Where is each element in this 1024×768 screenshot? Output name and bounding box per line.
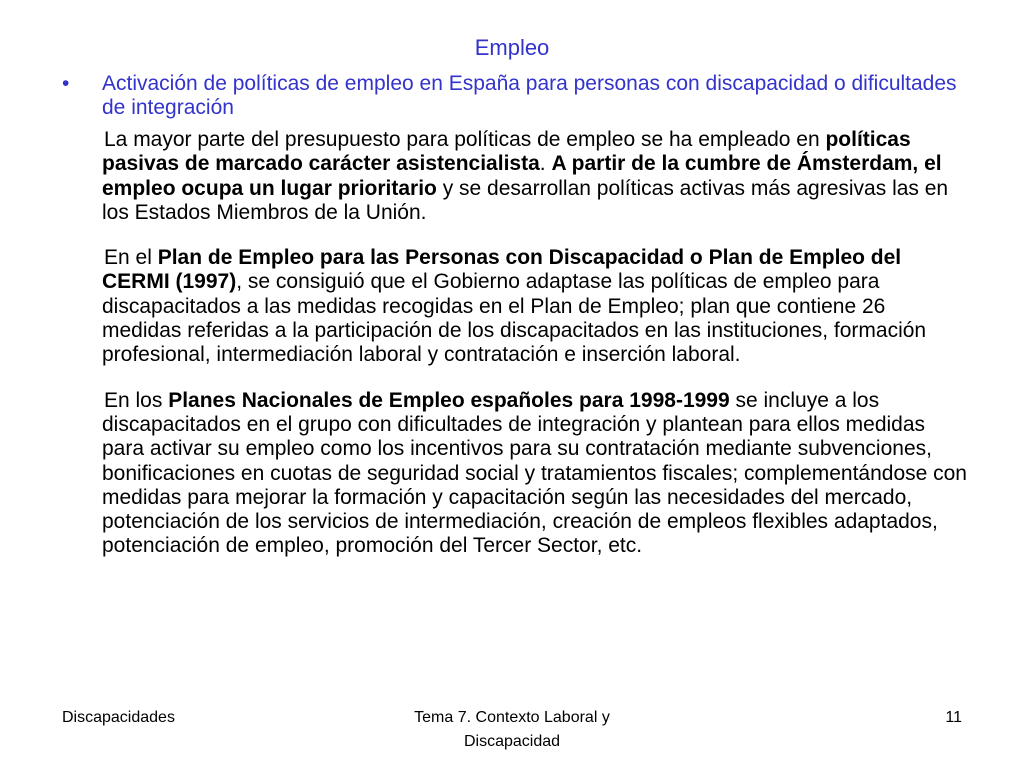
paragraph-text: En el xyxy=(104,246,158,270)
bold-text: A partir de la cumbre de Ámsterdam, el empleo ocupa un lugar prioritario xyxy=(102,152,942,200)
paragraph-budget xyxy=(102,128,968,225)
paragraph-cermi-plan xyxy=(102,246,968,367)
bold-text: Planes Nacionales de Empleo españoles para 1998-1999 xyxy=(168,388,730,412)
paragraph-text: La mayor parte del presupuesto para políticas de empleo se ha empleado en xyxy=(104,128,826,151)
paragraph-text: En los xyxy=(104,388,169,412)
page-number: 11 xyxy=(945,709,962,726)
bullet-icon: • xyxy=(62,72,70,95)
paragraph-text: y se desarrollan políticas activas más agresivas las en los Estados Miembros de la Unión. xyxy=(102,176,949,224)
bullet-item xyxy=(56,72,968,120)
paragraph-national-plans xyxy=(102,389,968,559)
bold-text: políticas pasivas de marcado carácter asistencialista xyxy=(102,128,911,176)
footer-left: Discapacidades xyxy=(62,709,175,726)
bullet-text: Activación de políticas de empleo en España para personas con discapacidad o dificultades de integración xyxy=(102,72,957,119)
bold-text: Plan de Empleo para las Personas con Discapacidad o Plan de Empleo del CERMI (1997) xyxy=(102,246,902,294)
paragraph-text: . xyxy=(539,152,552,176)
paragraph-text: , se consiguió que el Gobierno adaptase las políticas de empleo para discapacitados a las medidas recogidas en el Plan de Empleo; plan que contiene 26 medidas referidas a la participación de los discapacitados en las instituciones, formación profesional, intermediación laboral y contratación e inserción laboral. xyxy=(102,270,927,367)
paragraph-text: se incluye a los discapacitados en el grupo con dificultades de integración y plantean para ellos medidas para activar su empleo como los incentivos para su contratación mediante subvenciones, bonificaciones en cuotas de seguridad social y tratamientos fiscales; complementándose con medidas para mejorar la formación y capacitación según las necesidades del mercado, potenciación de los servicios de intermediación, creación de empleos flexibles adaptados, potenciación de empleo, promoción del Tercer Sector, etc. xyxy=(102,388,967,558)
footer-center: Tema 7. Contexto Laboral y Discapacidad xyxy=(414,709,610,750)
slide-title: Empleo xyxy=(474,35,550,60)
slide-content xyxy=(56,72,968,580)
